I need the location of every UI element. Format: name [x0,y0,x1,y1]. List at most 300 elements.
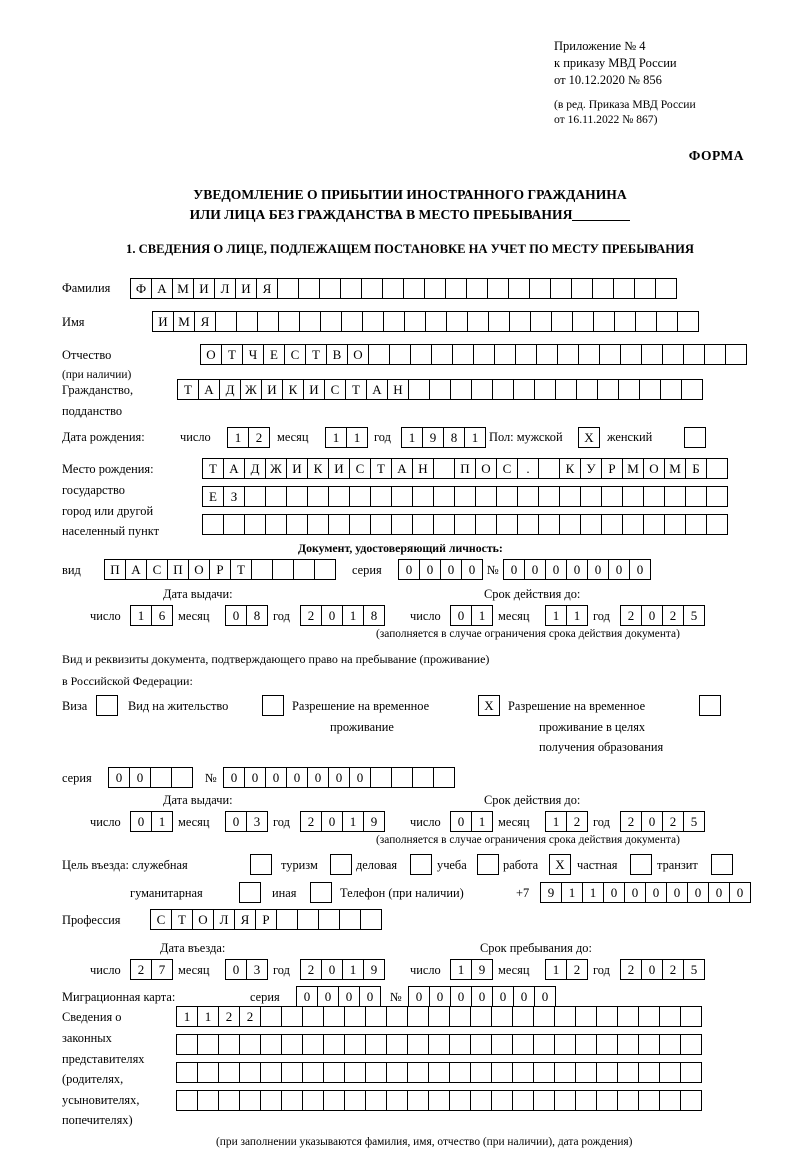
char-cell[interactable] [407,1090,429,1111]
char-cell[interactable]: 1 [545,811,567,832]
char-cell[interactable] [361,278,383,299]
char-cell[interactable] [218,1090,240,1111]
char-cell[interactable]: 0 [296,986,318,1007]
char-cell[interactable]: 9 [363,959,385,980]
char-cell[interactable] [403,278,425,299]
char-cell[interactable] [488,311,510,332]
char-cell[interactable] [171,767,193,788]
char-cell[interactable] [260,1006,282,1027]
char-cell[interactable]: И [303,379,325,400]
char-cell[interactable] [236,311,258,332]
char-cell[interactable] [382,278,404,299]
char-cell[interactable] [433,486,455,507]
char-cell[interactable]: Я [256,278,278,299]
char-cell[interactable]: И [152,311,174,332]
char-cell[interactable] [239,1062,261,1083]
char-cell[interactable]: С [349,458,371,479]
char-cell[interactable] [404,311,426,332]
char-cell[interactable] [659,1006,681,1027]
char-cell[interactable]: X [478,695,500,716]
char-cell[interactable] [512,1062,534,1083]
permit-valid-day-field[interactable] [450,811,492,832]
char-cell[interactable] [365,1062,387,1083]
char-cell[interactable] [470,1090,492,1111]
char-cell[interactable]: 0 [349,767,371,788]
char-cell[interactable] [620,344,642,365]
char-cell[interactable] [391,486,413,507]
char-cell[interactable]: X [549,854,571,875]
doc-number-field[interactable] [503,559,650,580]
char-cell[interactable] [492,379,514,400]
char-cell[interactable]: 0 [666,882,688,903]
char-cell[interactable]: Л [214,278,236,299]
char-cell[interactable] [386,1090,408,1111]
char-cell[interactable] [635,311,657,332]
char-cell[interactable] [424,278,446,299]
char-cell[interactable]: 0 [503,559,525,580]
char-cell[interactable]: 1 [130,605,152,626]
char-cell[interactable] [664,514,686,535]
char-cell[interactable] [660,379,682,400]
char-cell[interactable] [680,1034,702,1055]
char-cell[interactable] [96,695,118,716]
char-cell[interactable]: 1 [401,427,423,448]
char-cell[interactable] [530,311,552,332]
char-cell[interactable] [538,486,560,507]
char-cell[interactable] [215,311,237,332]
char-cell[interactable]: 0 [359,986,381,1007]
char-cell[interactable] [449,1090,471,1111]
char-cell[interactable] [344,1062,366,1083]
permit-valid-month-field[interactable] [545,811,587,832]
char-cell[interactable]: И [286,458,308,479]
char-cell[interactable] [680,1006,702,1027]
char-cell[interactable] [410,854,432,875]
char-cell[interactable]: Т [221,344,243,365]
char-cell[interactable]: С [146,559,168,580]
char-cell[interactable] [517,514,539,535]
char-cell[interactable] [383,311,405,332]
birthplace-row-2[interactable] [202,486,727,507]
char-cell[interactable] [286,514,308,535]
char-cell[interactable] [515,344,537,365]
char-cell[interactable]: 9 [540,882,562,903]
char-cell[interactable] [641,344,663,365]
char-cell[interactable] [597,379,619,400]
char-cell[interactable] [349,514,371,535]
char-cell[interactable] [298,278,320,299]
char-cell[interactable] [450,379,472,400]
char-cell[interactable]: В [326,344,348,365]
char-cell[interactable]: 2 [620,605,642,626]
char-cell[interactable]: 2 [566,959,588,980]
char-cell[interactable]: X [578,427,600,448]
study-checkbox[interactable] [477,854,498,875]
doc-issue-day-field[interactable] [130,605,172,626]
char-cell[interactable] [302,1090,324,1111]
char-cell[interactable] [491,1034,513,1055]
char-cell[interactable]: 0 [225,959,247,980]
char-cell[interactable] [643,486,665,507]
char-cell[interactable]: 0 [328,767,350,788]
legal-reps-row-2[interactable] [176,1034,701,1055]
sex-male-checkbox[interactable] [578,427,599,448]
char-cell[interactable] [496,514,518,535]
char-cell[interactable]: О [188,559,210,580]
residence-checkbox[interactable] [262,695,283,716]
char-cell[interactable] [407,1006,429,1027]
char-cell[interactable] [596,1034,618,1055]
edu-residence-checkbox[interactable] [699,695,720,716]
char-cell[interactable] [638,1062,660,1083]
stay-day-field[interactable] [450,959,492,980]
char-cell[interactable] [575,1090,597,1111]
char-cell[interactable]: 0 [524,559,546,580]
char-cell[interactable] [533,1006,555,1027]
char-cell[interactable]: 2 [566,811,588,832]
char-cell[interactable] [197,1062,219,1083]
char-cell[interactable] [260,1062,282,1083]
legal-reps-row-4[interactable] [176,1090,701,1111]
char-cell[interactable] [446,311,468,332]
doc-valid-year-field[interactable] [620,605,704,626]
surname-field[interactable] [130,278,676,299]
char-cell[interactable] [293,559,315,580]
char-cell[interactable]: К [559,458,581,479]
char-cell[interactable] [323,1090,345,1111]
char-cell[interactable] [639,379,661,400]
char-cell[interactable] [706,486,728,507]
char-cell[interactable] [412,486,434,507]
permit-issue-month-field[interactable] [225,811,267,832]
citizenship-field[interactable] [177,379,702,400]
char-cell[interactable] [554,1006,576,1027]
char-cell[interactable]: Т [177,379,199,400]
stay-month-field[interactable] [545,959,587,980]
char-cell[interactable]: 9 [471,959,493,980]
char-cell[interactable]: 2 [248,427,270,448]
char-cell[interactable] [599,344,621,365]
char-cell[interactable]: 0 [225,811,247,832]
char-cell[interactable] [630,854,652,875]
char-cell[interactable] [302,1034,324,1055]
profession-field[interactable] [150,909,381,930]
char-cell[interactable] [659,1090,681,1111]
char-cell[interactable]: 2 [620,811,642,832]
char-cell[interactable] [471,379,493,400]
business-checkbox[interactable] [410,854,431,875]
char-cell[interactable] [529,278,551,299]
char-cell[interactable]: Ж [240,379,262,400]
char-cell[interactable]: 0 [645,882,667,903]
char-cell[interactable]: 1 [227,427,249,448]
char-cell[interactable]: Д [244,458,266,479]
char-cell[interactable] [239,882,261,903]
birthplace-row-3[interactable] [202,514,727,535]
char-cell[interactable]: 5 [683,959,705,980]
char-cell[interactable] [223,514,245,535]
char-cell[interactable]: 5 [683,811,705,832]
char-cell[interactable] [365,1034,387,1055]
entry-month-field[interactable] [225,959,267,980]
char-cell[interactable] [244,486,266,507]
char-cell[interactable]: 6 [151,605,173,626]
char-cell[interactable] [580,486,602,507]
char-cell[interactable]: 2 [662,605,684,626]
permit-valid-year-field[interactable] [620,811,704,832]
char-cell[interactable]: 0 [687,882,709,903]
char-cell[interactable] [265,486,287,507]
char-cell[interactable]: 0 [450,605,472,626]
char-cell[interactable]: О [475,458,497,479]
char-cell[interactable] [533,1062,555,1083]
char-cell[interactable] [260,1034,282,1055]
char-cell[interactable] [344,1034,366,1055]
char-cell[interactable] [575,1006,597,1027]
char-cell[interactable] [618,379,640,400]
char-cell[interactable] [265,514,287,535]
char-cell[interactable] [643,514,665,535]
char-cell[interactable] [454,514,476,535]
char-cell[interactable] [310,882,332,903]
char-cell[interactable]: Ф [130,278,152,299]
char-cell[interactable] [319,278,341,299]
char-cell[interactable]: С [284,344,306,365]
char-cell[interactable] [617,1006,639,1027]
char-cell[interactable] [617,1034,639,1055]
char-cell[interactable]: 9 [422,427,444,448]
char-cell[interactable]: К [282,379,304,400]
char-cell[interactable]: 0 [408,986,430,1007]
char-cell[interactable]: 2 [130,959,152,980]
char-cell[interactable]: Р [255,909,277,930]
char-cell[interactable] [555,379,577,400]
birthdate-year-field[interactable] [401,427,485,448]
sex-female-checkbox[interactable] [684,427,705,448]
char-cell[interactable]: 1 [342,959,364,980]
char-cell[interactable] [509,311,531,332]
char-cell[interactable] [638,1034,660,1055]
char-cell[interactable] [349,486,371,507]
char-cell[interactable]: А [151,278,173,299]
char-cell[interactable]: 0 [321,605,343,626]
char-cell[interactable] [428,1006,450,1027]
char-cell[interactable] [410,344,432,365]
char-cell[interactable]: 0 [286,767,308,788]
char-cell[interactable]: 2 [300,605,322,626]
char-cell[interactable] [677,311,699,332]
char-cell[interactable] [307,514,329,535]
char-cell[interactable] [431,344,453,365]
work-checkbox[interactable] [549,854,570,875]
char-cell[interactable]: 3 [246,811,268,832]
char-cell[interactable]: 1 [566,605,588,626]
char-cell[interactable] [680,1062,702,1083]
purpose-service-checkbox[interactable] [250,854,271,875]
char-cell[interactable] [685,486,707,507]
char-cell[interactable]: С [496,458,518,479]
char-cell[interactable] [176,1034,198,1055]
char-cell[interactable] [578,344,600,365]
char-cell[interactable] [251,559,273,580]
entry-year-field[interactable] [300,959,384,980]
char-cell[interactable]: Ч [242,344,264,365]
char-cell[interactable] [477,854,499,875]
char-cell[interactable]: 0 [534,986,556,1007]
char-cell[interactable] [491,1090,513,1111]
char-cell[interactable] [433,458,455,479]
char-cell[interactable] [683,344,705,365]
char-cell[interactable] [596,1006,618,1027]
char-cell[interactable]: 7 [151,959,173,980]
char-cell[interactable]: 0 [471,986,493,1007]
char-cell[interactable]: 8 [246,605,268,626]
char-cell[interactable] [513,379,535,400]
char-cell[interactable]: Т [202,458,224,479]
char-cell[interactable]: С [324,379,346,400]
char-cell[interactable] [368,344,390,365]
char-cell[interactable]: 0 [545,559,567,580]
permit-issue-year-field[interactable] [300,811,384,832]
char-cell[interactable] [286,486,308,507]
char-cell[interactable] [659,1062,681,1083]
other-checkbox[interactable] [310,882,331,903]
char-cell[interactable] [449,1006,471,1027]
char-cell[interactable] [262,695,284,716]
char-cell[interactable]: 5 [683,605,705,626]
char-cell[interactable]: 0 [307,767,329,788]
transit-checkbox[interactable] [711,854,732,875]
char-cell[interactable] [176,1090,198,1111]
char-cell[interactable] [512,1006,534,1027]
char-cell[interactable]: 1 [176,1006,198,1027]
char-cell[interactable]: 2 [620,959,642,980]
char-cell[interactable] [428,1034,450,1055]
char-cell[interactable] [551,311,573,332]
char-cell[interactable]: С [150,909,172,930]
char-cell[interactable]: 2 [662,811,684,832]
char-cell[interactable]: А [391,458,413,479]
char-cell[interactable] [176,1062,198,1083]
char-cell[interactable]: 0 [129,767,151,788]
char-cell[interactable] [272,559,294,580]
char-cell[interactable] [470,1062,492,1083]
char-cell[interactable] [454,486,476,507]
char-cell[interactable] [370,486,392,507]
char-cell[interactable]: 0 [641,605,663,626]
char-cell[interactable] [433,514,455,535]
char-cell[interactable] [475,486,497,507]
char-cell[interactable]: Т [230,559,252,580]
char-cell[interactable]: 0 [419,559,441,580]
char-cell[interactable]: И [328,458,350,479]
char-cell[interactable]: И [261,379,283,400]
char-cell[interactable] [320,311,342,332]
char-cell[interactable]: 1 [471,811,493,832]
private-checkbox[interactable] [630,854,651,875]
char-cell[interactable] [328,486,350,507]
char-cell[interactable] [278,311,300,332]
char-cell[interactable] [473,344,495,365]
doc-series-field[interactable] [398,559,482,580]
char-cell[interactable] [276,909,298,930]
char-cell[interactable] [449,1034,471,1055]
char-cell[interactable]: 1 [582,882,604,903]
char-cell[interactable] [572,311,594,332]
stay-year-field[interactable] [620,959,704,980]
char-cell[interactable] [281,1090,303,1111]
char-cell[interactable] [517,486,539,507]
char-cell[interactable] [433,767,455,788]
char-cell[interactable] [365,1006,387,1027]
char-cell[interactable] [197,1090,219,1111]
char-cell[interactable]: 1 [471,605,493,626]
char-cell[interactable]: . [517,458,539,479]
char-cell[interactable]: Я [194,311,216,332]
char-cell[interactable]: 0 [641,959,663,980]
char-cell[interactable] [680,1090,702,1111]
char-cell[interactable] [466,278,488,299]
char-cell[interactable] [617,1062,639,1083]
char-cell[interactable] [239,1090,261,1111]
char-cell[interactable] [491,1062,513,1083]
doc-valid-month-field[interactable] [545,605,587,626]
tourism-checkbox[interactable] [330,854,351,875]
char-cell[interactable]: 0 [223,767,245,788]
char-cell[interactable] [339,909,361,930]
char-cell[interactable] [412,767,434,788]
char-cell[interactable] [659,1034,681,1055]
char-cell[interactable]: А [366,379,388,400]
char-cell[interactable] [360,909,382,930]
char-cell[interactable] [638,1006,660,1027]
char-cell[interactable] [557,344,579,365]
entry-day-field[interactable] [130,959,172,980]
char-cell[interactable] [452,344,474,365]
char-cell[interactable]: 0 [603,882,625,903]
char-cell[interactable] [638,1090,660,1111]
char-cell[interactable]: 0 [641,811,663,832]
char-cell[interactable] [365,1090,387,1111]
char-cell[interactable]: Т [171,909,193,930]
char-cell[interactable]: У [580,458,602,479]
char-cell[interactable]: А [223,458,245,479]
char-cell[interactable] [685,514,707,535]
char-cell[interactable]: 0 [708,882,730,903]
char-cell[interactable] [370,767,392,788]
char-cell[interactable] [318,909,340,930]
char-cell[interactable] [494,344,516,365]
char-cell[interactable]: 2 [300,959,322,980]
firstname-field[interactable] [152,311,698,332]
char-cell[interactable]: О [192,909,214,930]
char-cell[interactable]: 0 [398,559,420,580]
char-cell[interactable]: 0 [108,767,130,788]
char-cell[interactable] [391,514,413,535]
char-cell[interactable] [534,379,556,400]
char-cell[interactable] [536,344,558,365]
char-cell[interactable] [428,1062,450,1083]
migration-card-number-field[interactable] [408,986,555,1007]
char-cell[interactable]: 8 [443,427,465,448]
char-cell[interactable] [425,311,447,332]
char-cell[interactable] [613,278,635,299]
char-cell[interactable]: А [198,379,220,400]
char-cell[interactable] [634,278,656,299]
char-cell[interactable] [711,854,733,875]
char-cell[interactable]: И [235,278,257,299]
char-cell[interactable]: 0 [587,559,609,580]
